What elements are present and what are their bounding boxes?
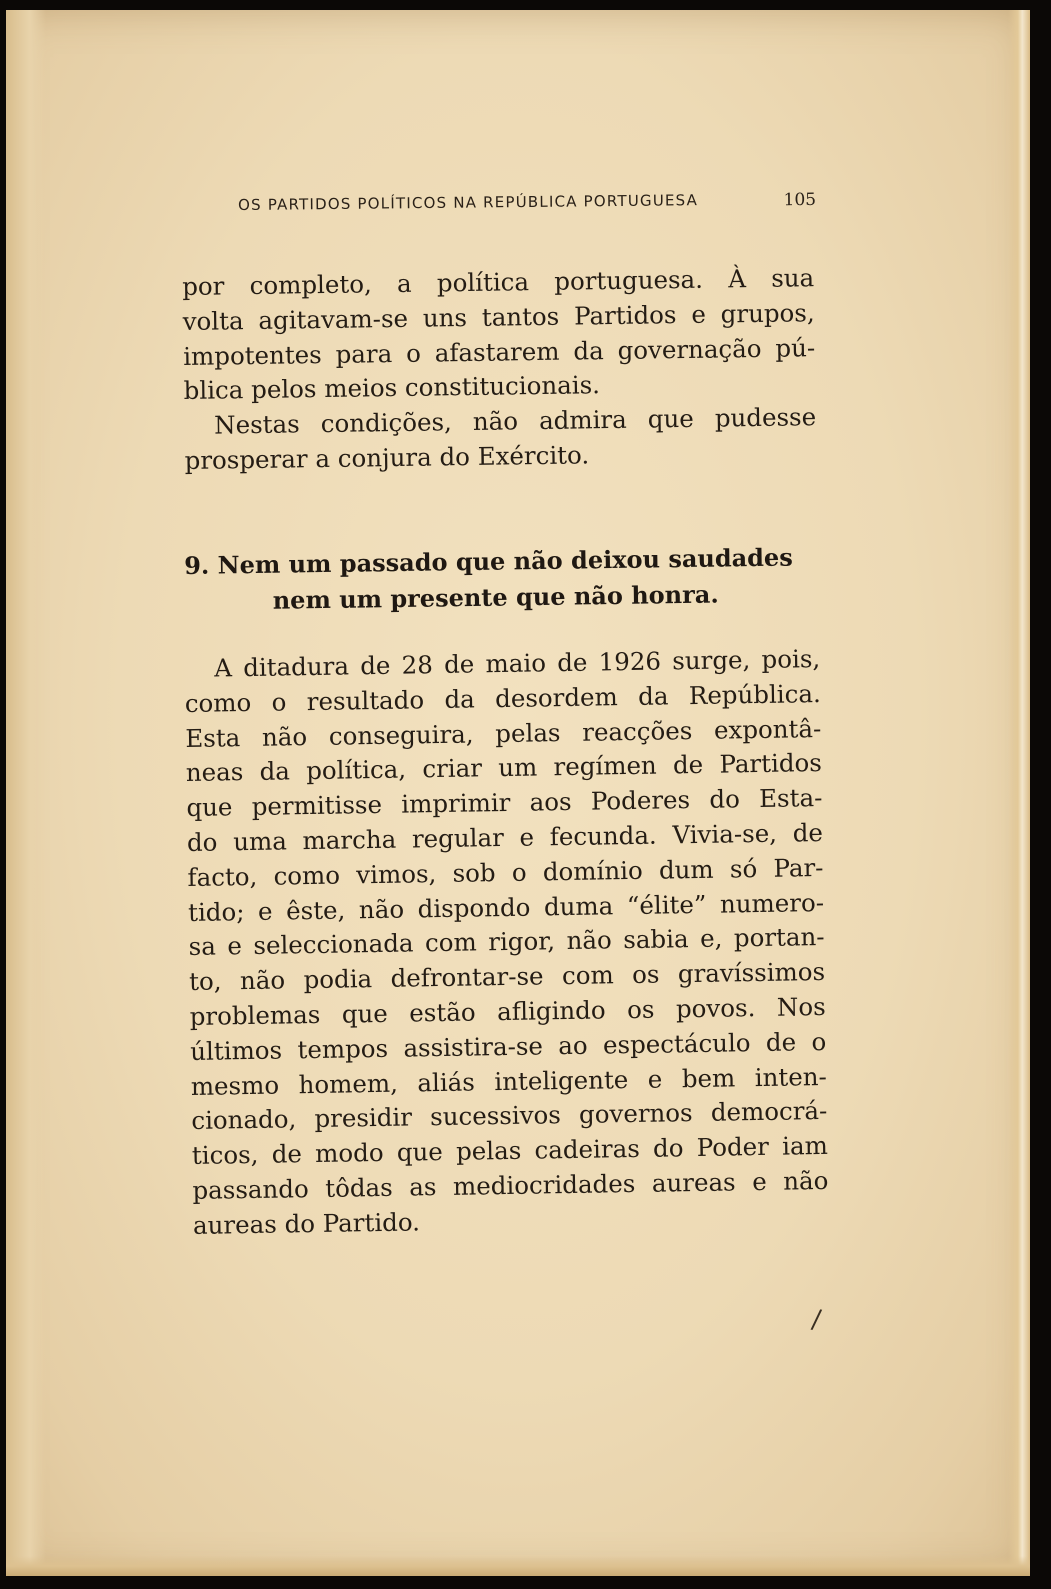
text-line: ticos, de modo que pelas cadeiras do Poder iam <box>191 1131 829 1171</box>
text-line: que permitisse imprimir aos Poderes do Esta- <box>186 783 823 823</box>
text-line: últimos tempos assistira-se ao espectáculo de o <box>190 1026 827 1066</box>
section-heading <box>184 539 817 620</box>
text-line: facto, como vimos, sob o domínio dum só Par- <box>187 852 824 892</box>
text-line: aureas do Partido. <box>192 1207 421 1240</box>
text-line: cionado, presidir sucessivos governos democrá- <box>191 1096 828 1136</box>
text-line: prosperar a conjura do Exército. <box>184 440 590 475</box>
text-block-top <box>182 261 817 479</box>
running-title: OS PARTIDOS POLÍTICOS NA REPÚBLICA PORTUGUESA <box>238 191 699 214</box>
text-line: impotentes para o afastarem da governação pú- <box>182 332 816 371</box>
text-line: neas da política, criar um regímen de Partidos <box>185 748 823 788</box>
text-line: Esta não conseguira, pelas reacções expontâ- <box>185 713 822 753</box>
text-line: A ditadura de 28 de maio de 1926 surge, pois, <box>214 644 821 683</box>
text-line: sa e seleccionada com rigor, não sabia e, portan- <box>188 922 825 962</box>
section-heading-line-1: 9. Nem um passado que não deixou saudades <box>184 542 793 580</box>
text-line: to, não podia defrontar-se com os gravíssimos <box>188 957 826 997</box>
text-line: tido; e êste, não dispondo duma “élite” numero- <box>187 887 825 927</box>
page-number: 105 <box>783 189 817 211</box>
section-heading-line-2: nem um presente que não honra. <box>272 579 719 615</box>
text-line: mesmo homem, aliás inteligente e bem inten- <box>190 1061 827 1101</box>
text-block-main <box>184 642 829 1243</box>
text-line: Nestas condições, não admira que pudesse <box>213 402 817 440</box>
text-line: volta agitavam-se uns tantos Partidos e grupos, <box>182 297 815 336</box>
text-line: por completo, a política portuguesa. À sua <box>182 263 815 301</box>
margin-mark: / <box>809 1304 823 1336</box>
text-line: problemas que estão afligindo os povos. Nos <box>189 991 826 1031</box>
page-bottom-edge <box>6 1556 1030 1576</box>
page-fore-edge <box>1008 10 1030 1576</box>
text-line: blica pelos meios constitucionais. <box>183 370 601 406</box>
text-line: como o resultado da desordem da República. <box>184 678 821 718</box>
text-line: do uma marcha regular e fecunda. Vivia-se, de <box>186 817 824 857</box>
page-gutter <box>6 10 46 1576</box>
text-line: passando tôdas as mediocridades aureas e não <box>192 1165 829 1205</box>
